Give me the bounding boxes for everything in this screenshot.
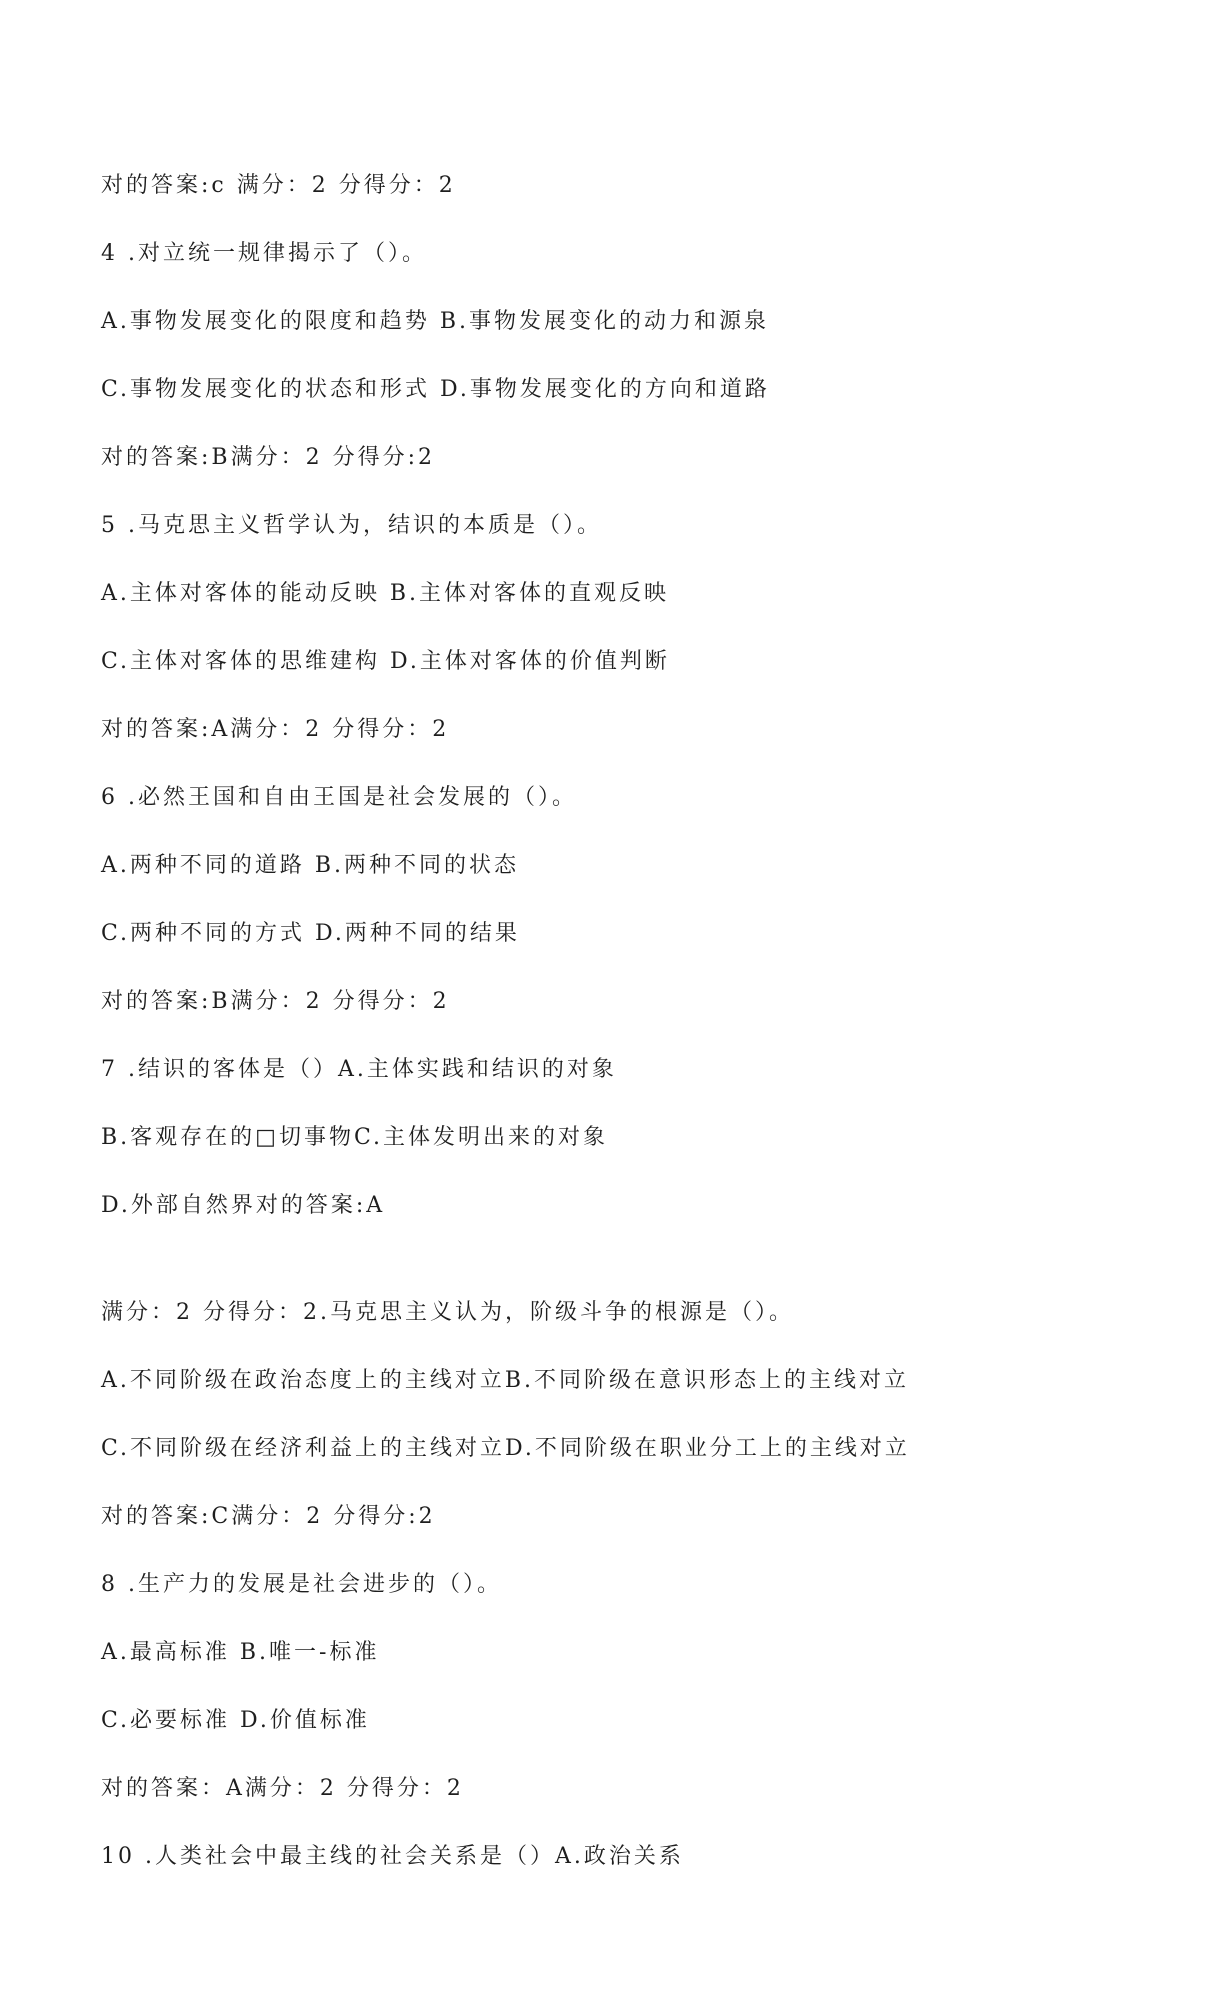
option-line: C.主体对客体的思维建构 D.主体对客体的价值判断: [101, 649, 670, 674]
option-line: B.客观存在的□切事物C.主体发明出来的对象: [101, 1125, 608, 1150]
question-line: 4 .对立统一规律揭示了（）。: [101, 241, 427, 266]
option-line: A.两种不同的道路 B.两种不同的状态: [101, 853, 520, 878]
answer-line: 对的答案:A满分：2 分得分：2: [101, 717, 450, 742]
answer-line: 对的答案：A满分：2 分得分：2: [101, 1776, 464, 1801]
option-line: C.必要标准 D.价值标准: [101, 1708, 370, 1733]
question-line: 6 .必然王国和自由王国是社会发展的（）。: [101, 785, 577, 810]
question-line: 7 .结识的客体是（）A.主体实践和结识的对象: [101, 1057, 617, 1082]
question-line: 满分：2 分得分：2.马克思主义认为，阶级斗争的根源是（）。: [101, 1300, 794, 1325]
answer-line: 对的答案:B满分：2 分得分:2: [101, 445, 435, 470]
option-line: A.事物发展变化的限度和趋势 B.事物发展变化的动力和源泉: [101, 309, 770, 334]
option-line: A.不同阶级在政治态度上的主线对立B.不同阶级在意识形态上的主线对立: [101, 1368, 910, 1393]
option-line: A.最高标准 B.唯一-标准: [101, 1640, 380, 1665]
question-line: 8 .生产力的发展是社会进步的（）。: [101, 1572, 502, 1597]
question-line: 5 .马克思主义哲学认为，结识的本质是（）。: [101, 513, 602, 538]
answer-line: 对的答案:C满分：2 分得分:2: [101, 1504, 436, 1529]
answer-line: 对的答案:c 满分：2 分得分：2: [101, 173, 456, 198]
answer-line: 对的答案:B满分：2 分得分：2: [101, 989, 450, 1014]
question-line: 10 .人类社会中最主线的社会关系是（）A.政治关系: [101, 1844, 684, 1869]
option-line: C.事物发展变化的状态和形式 D.事物发展变化的方向和道路: [101, 377, 770, 402]
option-line: C.两种不同的方式 D.两种不同的结果: [101, 921, 520, 946]
option-line: D.外部自然界对的答案:A: [101, 1193, 386, 1218]
option-line: A.主体对客体的能动反映 B.主体对客体的直观反映: [101, 581, 670, 606]
option-line: C.不同阶级在经济利益上的主线对立D.不同阶级在职业分工上的主线对立: [101, 1436, 910, 1461]
